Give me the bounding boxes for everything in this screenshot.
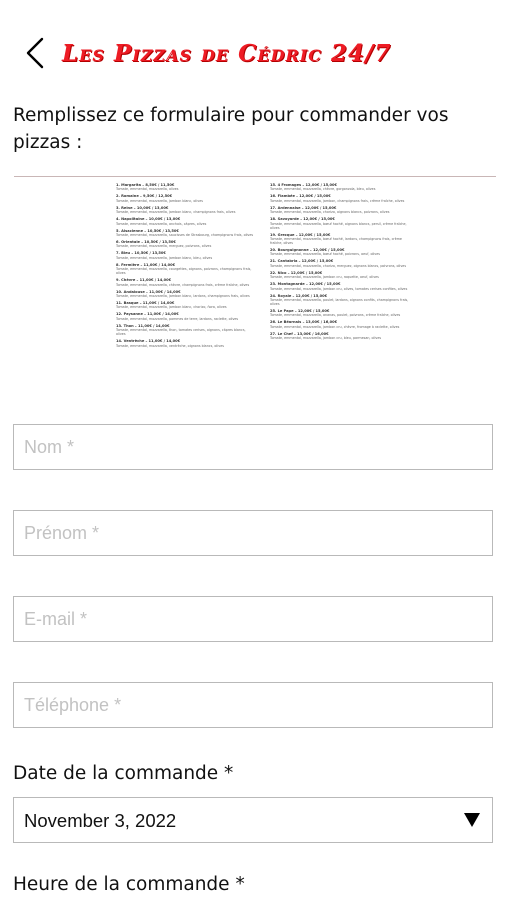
menu-item [270, 309, 410, 317]
menu-item-description: Tomate, emmental, mozzarella, bœuf haché, poivrons, oeuf, olives [270, 252, 381, 257]
menu-item-description: Tomate, emmental, mozzarella, jambon blanc, champignons frais, olives [116, 210, 236, 215]
menu-item-description: Tomate, emmental, mozzarella, poulet, lardons, oignons confits, champignons frais, olives [270, 298, 409, 307]
menu-item-description: Tomate, emmental, mozzarella, jambon cru, olives, tomates cerises confites, olives [270, 286, 408, 291]
menu-item-title: 3. Reine – 10,00€ / 13,00€ [116, 205, 169, 210]
menu-item [270, 194, 410, 202]
menu-item [270, 206, 410, 214]
email-input[interactable] [14, 597, 492, 641]
prenom-field[interactable] [13, 510, 493, 556]
menu-item-title: 26. Le Béarnais – 13,00€ / 16,00€ [270, 320, 338, 325]
telephone-field[interactable] [13, 682, 493, 728]
menu-item-title: 21. Cantabria – 12,00€ / 15,00€ [270, 259, 334, 264]
menu-item-title: 13. Thon – 11,00€ / 14,00€ [116, 323, 170, 328]
menu-item-title: 22. Nico – 12,00€ / 15,00€ [270, 270, 323, 275]
menu-item [116, 301, 256, 309]
menu-item-description: Tomate, emmental, mozzarella, jambon cru, chèvre, fromage à raclette, olives [270, 324, 400, 329]
triangle-down-icon [464, 813, 480, 827]
menu-item-description: Tomate, emmental, mozzarella, jambon, champignons frais, crème fraîche, olives [270, 198, 405, 203]
menu-item [116, 278, 256, 286]
menu-item-title: 1. Margarita – 8,50€ / 11,50€ [116, 183, 175, 187]
menu-item-title: 18. Savoyarde – 12,00€ / 15,00€ [270, 217, 335, 222]
menu-item [116, 217, 256, 225]
nom-field[interactable] [13, 424, 493, 470]
menu-item [270, 259, 410, 267]
pizza-menu-image [14, 176, 496, 417]
menu-item-description: Tomate, emmental, mozzarella, jambon cru, roquette, oeuf, olives [270, 275, 379, 280]
menu-item-title: 4. Napolitaine – 10,00€ / 13,00€ [116, 217, 181, 222]
menu-item [116, 229, 256, 237]
menu-item-title: 15. 4 Fromages – 12,00€ / 15,00€ [270, 183, 338, 187]
menu-item-description: Tomate, emmental, mozzarella, bœuf haché, lardons, champignons frais, crème fraîche, olives [270, 237, 402, 246]
menu-item-description: Tomate, emmental, mozzarella, bœuf haché, oignons blancs, persil, crème fraîche, olives [270, 221, 407, 230]
menu-item [270, 248, 410, 256]
menu-item [270, 332, 410, 340]
chevron-left-icon [22, 36, 52, 70]
menu-item-title: 16. Flambée – 12,00€ / 15,00€ [270, 194, 331, 199]
back-button[interactable] [22, 36, 52, 70]
menu-item-description: Tomate, emmental, mozzarella, merguez, poivrons, olives [116, 244, 212, 249]
menu-item-title: 27. Le Chef – 13,00€ / 16,00€ [270, 331, 329, 336]
menu-item [270, 294, 410, 306]
menu-item-description: Tomate, emmental, mozzarella, anchois, câpres, olives [116, 221, 207, 226]
menu-item [116, 339, 256, 347]
menu-item [116, 263, 256, 275]
menu-item-title: 8. Fermière – 11,00€ / 14,00€ [116, 262, 176, 267]
menu-item [270, 217, 410, 229]
menu-item-description: Tomate, emmental, mozzarella, chorizo, merguez, oignons blancs, poivrons, olives [270, 263, 407, 268]
menu-item-description: Tomate, emmental, mozzarella, pommes de terre, lardons, raclette, olives [116, 316, 239, 321]
telephone-input[interactable] [14, 683, 492, 727]
menu-item-title: 23. Montagnarde – 12,00€ / 15,00€ [270, 282, 341, 287]
menu-item-title: 14. Ventrèche – 11,00€ / 14,00€ [116, 339, 181, 344]
menu-column-left [116, 183, 256, 351]
brand-title: Les Pizzas de Cédric 24/7 [62, 40, 392, 67]
menu-item-title: 20. Bourguignonne – 12,00€ / 15,00€ [270, 248, 345, 253]
menu-item [116, 251, 256, 259]
menu-item [116, 183, 256, 191]
menu-item-title: 12. Paysanne – 11,00€ / 14,00€ [116, 312, 179, 317]
menu-item-description: Tomate, emmental, mozzarella, chorizo, oignons blancs, poivrons, olives [270, 210, 390, 215]
heure-label: Heure de la commande * [13, 874, 245, 895]
menu-item-description: Tomate, emmental, mozzarella, chèvre, champignons frais, crème fraîche, olives [116, 282, 250, 287]
form-intro-text: Remplissez ce formulaire pour commander vos pizzas : [13, 105, 449, 153]
menu-item-description: Tomate, emmental, mozzarella, saucisses de Strasbourg, champignons frais, olives [116, 233, 254, 238]
menu-item-title: 25. Le Pape – 12,00€ / 15,00€ [270, 309, 330, 314]
menu-item-title: 19. Grecque – 12,00€ / 15,00€ [270, 232, 331, 237]
menu-item [116, 312, 256, 320]
menu-item [270, 271, 410, 279]
menu-item-title: 10. Andalouse – 11,00€ / 14,00€ [116, 289, 181, 294]
menu-item-title: 24. Royale – 12,00€ / 15,00€ [270, 293, 328, 298]
email-field[interactable] [13, 596, 493, 642]
menu-item-description: Tomate, emmental, mozzarella, thon, tomates cerises, oignons, câpres blancs, olives [116, 328, 246, 337]
date-select[interactable] [13, 797, 493, 843]
date-select-value: November 3, 2022 [24, 810, 177, 831]
menu-item-title: 11. Basque – 11,00€ / 14,00€ [116, 301, 175, 306]
menu-item-description: Tomate, emmental, mozzarella, jambon blanc, olives [116, 198, 203, 203]
nom-input[interactable] [14, 425, 492, 469]
menu-item-title: 6. Orientale – 10,50€ / 13,50€ [116, 240, 176, 245]
menu-item [270, 233, 410, 245]
menu-item-title: 9. Chèvre – 11,00€ / 14,00€ [116, 278, 172, 283]
menu-item-title: 5. Alsacienne – 10,50€ / 13,50€ [116, 228, 179, 233]
menu-item-description: Tomate, emmental, mozzarella, olives [116, 187, 179, 192]
menu-column-right [270, 183, 410, 343]
menu-item-description: Tomate, emmental, mozzarella, jambon blanc, lardons, champignons frais, olives [116, 294, 250, 299]
app-header [0, 0, 507, 105]
prenom-input[interactable] [14, 511, 492, 555]
menu-item-title: 17. Ardennaise – 12,00€ / 15,00€ [270, 205, 337, 210]
menu-item-description: Tomate, emmental, mozzarella, ventrèche, oignons blancs, olives [116, 343, 224, 348]
menu-item [116, 240, 256, 248]
menu-item [270, 282, 410, 290]
menu-item [270, 320, 410, 328]
menu-item-title: 2. Romaine – 9,50€ / 12,50€ [116, 194, 173, 199]
menu-item [116, 194, 256, 202]
menu-item-description: Tomate, emmental, mozzarella, ananas, poulet, poivrons, crème fraîche, olives [270, 313, 401, 318]
menu-item [116, 206, 256, 214]
menu-item-description: Tomate, emmental, mozzarella, courgettes, oignons, poivrons, champignons frais, olives [116, 267, 252, 276]
menu-item-title: 7. Bleu – 10,50€ / 13,50€ [116, 251, 166, 256]
menu-item-description: Tomate, emmental, mozzarella, jambon blanc, chorizo, ñora, olives [116, 305, 227, 310]
menu-item-description: Tomate, emmental, mozzarella, jambon blanc, bleu, olives [116, 255, 213, 260]
menu-item-description: Tomate, emmental, mozzarella, chèvre, gorgonzola, bleu, olives [270, 187, 376, 192]
date-label: Date de la commande * [13, 763, 234, 784]
menu-item [116, 324, 256, 336]
menu-item [270, 183, 410, 191]
menu-item-description: Tomate, emmental, mozzarella, jambon cru, bleu, parmesan, olives [270, 336, 382, 341]
menu-item [116, 290, 256, 298]
